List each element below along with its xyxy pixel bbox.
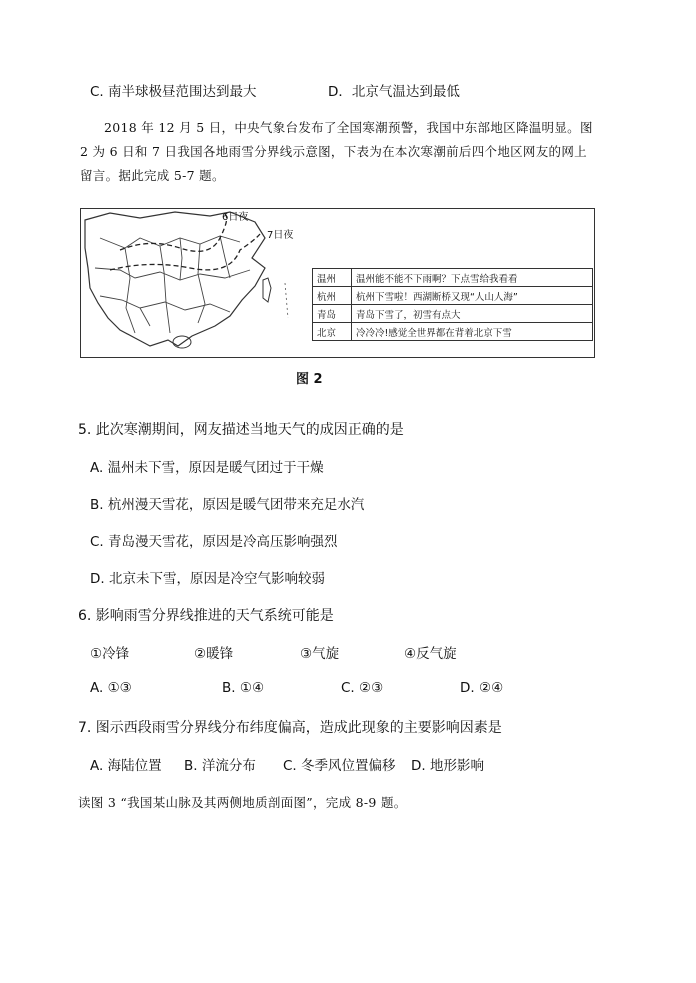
q6-stem: 6. 影响雨雪分界线推进的天气系统可能是 <box>78 608 334 624</box>
q6-option-d: D. ②④ <box>460 680 504 696</box>
option-d-prev: D．北京气温达到最低 <box>328 84 460 100</box>
label-6-night: 6日夜 <box>222 212 249 223</box>
q7-option-a: A. 海陆位置 <box>90 758 162 774</box>
q5-option-c: C. 青岛漫天雪花，原因是冷高压影响强烈 <box>90 534 338 550</box>
table-row <box>313 269 593 287</box>
q6-option-c: C. ②③ <box>341 680 384 696</box>
outro-line: 读图 3 “我国某山脉及其两侧地质剖面图”，完成 8-9 题。 <box>78 795 407 810</box>
q7-stem: 7. 图示西段雨雪分界线分布纬度偏高，造成此现象的主要影响因素是 <box>78 720 502 736</box>
intro-line-1: 2018 年 12 月 5 日，中央气象台发布了全国寒潮预警，我国中东部地区降温明显。图 <box>104 120 593 135</box>
q7-option-d: D. 地形影响 <box>411 758 484 774</box>
q5-option-a: A. 温州未下雪，原因是暖气团过于干燥 <box>90 460 324 476</box>
q7-option-b: B. 洋流分布 <box>184 758 256 774</box>
intro-line-3: 留言。据此完成 5-7 题。 <box>80 168 225 183</box>
q6-item-1: ①冷锋 <box>90 646 130 662</box>
city-cell: 青岛 <box>313 305 352 323</box>
q6-item-4: ④反气旋 <box>404 646 457 662</box>
table-row <box>313 305 593 323</box>
q6-option-b: B. ①④ <box>222 680 265 696</box>
q6-item-2: ②暖锋 <box>194 646 234 662</box>
q5-option-d: D. 北京未下雪，原因是冷空气影响较弱 <box>90 571 325 587</box>
q5-stem: 5. 此次寒潮期间，网友描述当地天气的成因正确的是 <box>78 422 404 438</box>
intro-line-2: 2 为 6 日和 7 日我国各地雨雪分界线示意图，下表为在本次寒潮前后四个地区网友的网上 <box>80 144 587 159</box>
q6-item-3: ③气旋 <box>300 646 340 662</box>
city-cell: 杭州 <box>313 287 352 305</box>
city-cell: 北京 <box>313 323 352 341</box>
label-7-night: 7日夜 <box>267 230 294 241</box>
q7-option-c: C. 冬季风位置偏移 <box>283 758 396 774</box>
figure-caption: 图 2 <box>296 372 323 387</box>
message-cell: 冷冷冷!感觉全世界都在背着北京下雪 <box>352 323 593 341</box>
message-cell: 温州能不能不下雨啊？下点雪给我看看 <box>352 269 593 287</box>
netizen-posts-table <box>312 268 593 341</box>
table-row <box>313 287 593 305</box>
q6-option-a: A. ①③ <box>90 680 132 696</box>
message-cell: 青岛下雪了，初雪有点大 <box>352 305 593 323</box>
message-cell: 杭州下雪啦！西湖断桥又现“人山人海” <box>352 287 593 305</box>
option-c-prev: C. 南半球极昼范围达到最大 <box>90 84 257 100</box>
table-row <box>313 323 593 341</box>
city-cell: 温州 <box>313 269 352 287</box>
q5-option-b: B. 杭州漫天雪花，原因是暖气团带来充足水汽 <box>90 497 365 513</box>
